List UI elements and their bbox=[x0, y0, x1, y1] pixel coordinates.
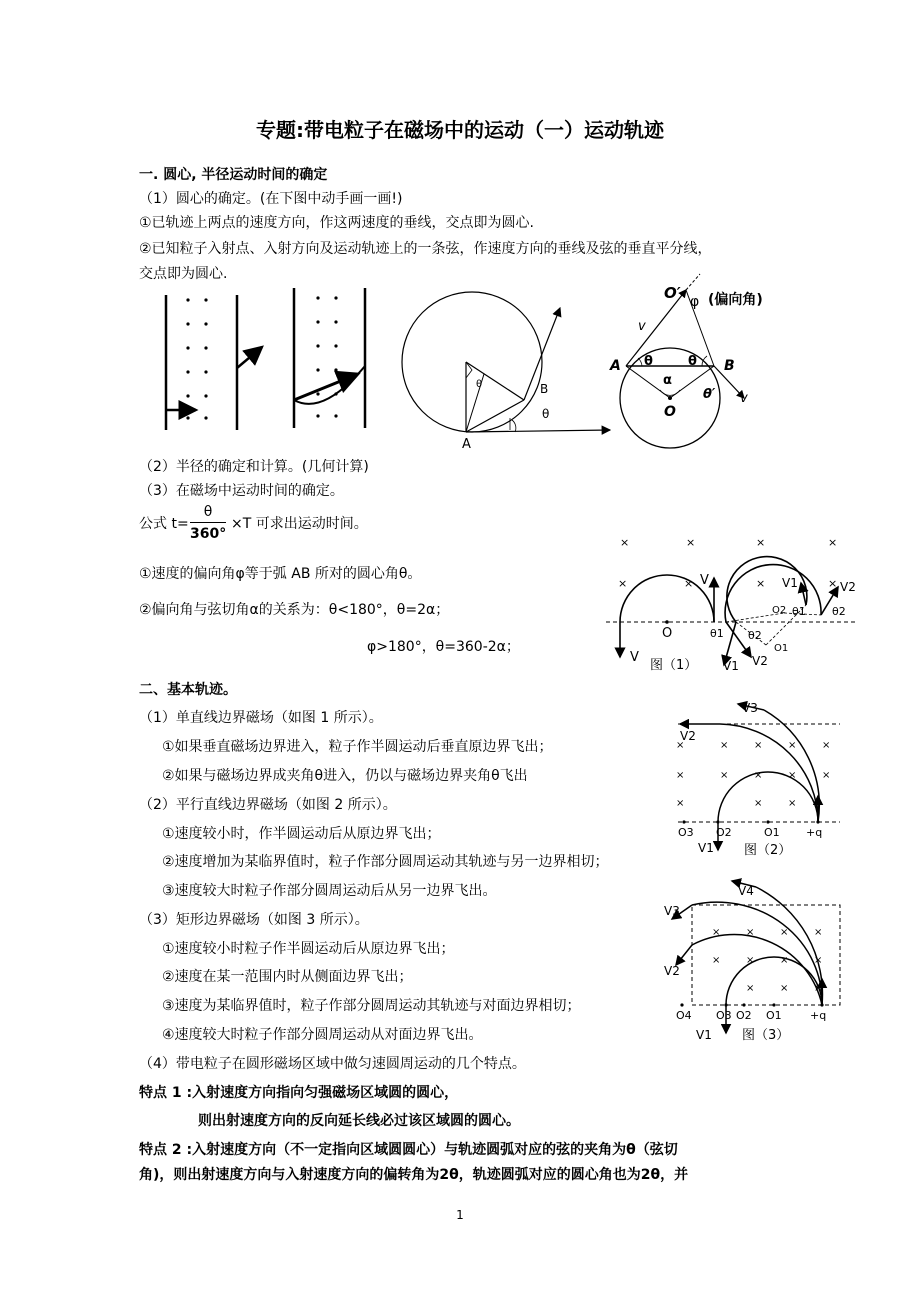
label-v: v bbox=[638, 319, 646, 334]
svg-text:×: × bbox=[814, 983, 823, 994]
diagram-circle-chord bbox=[400, 290, 620, 455]
figure-1 bbox=[606, 535, 866, 675]
section2-heading: 二、基本轨迹。 bbox=[139, 682, 237, 698]
diagram-deflection-angle bbox=[608, 280, 808, 455]
feature-2-line-1: 特点 2 :入射速度方向（不一定指向区域圆圆心）与轨迹圆弧对应的弦的夹角为θ（弦切 bbox=[139, 1142, 678, 1158]
fig2-label-V1: V1 bbox=[698, 841, 714, 855]
fig1-label-V1: V1 bbox=[782, 576, 798, 590]
svg-text:×: × bbox=[746, 927, 755, 938]
formula-prefix: 公式 t= bbox=[139, 516, 189, 532]
paragraph: （3）矩形边界磁场（如图 3 所示）。 bbox=[139, 912, 369, 928]
svg-text:×: × bbox=[828, 536, 838, 549]
fig3-label-q: +q bbox=[810, 1009, 827, 1022]
svg-text:×: × bbox=[822, 740, 831, 751]
svg-text:×: × bbox=[712, 955, 721, 966]
formula-denominator: 360° bbox=[190, 526, 227, 542]
label-theta: θ bbox=[542, 407, 550, 421]
paragraph: ②已知粒子入射点、入射方向及运动轨迹上的一条弦，作速度方向的垂线及弦的垂直平分线， bbox=[139, 241, 712, 257]
svg-text:×: × bbox=[618, 577, 628, 590]
label-phi: φ bbox=[690, 294, 700, 310]
paragraph: （1）单直线边界磁场（如图 1 所示）。 bbox=[139, 710, 383, 726]
svg-text:×: × bbox=[754, 770, 763, 781]
svg-text:×: × bbox=[686, 536, 696, 549]
fig1-label-O1: O1 bbox=[774, 643, 789, 654]
paragraph: ③速度较大时粒子作部分圆周运动后从另一边界飞出。 bbox=[162, 883, 497, 899]
label-theta-prime: θ′ bbox=[703, 387, 716, 402]
fig1-label-theta1: θ1 bbox=[710, 627, 724, 640]
fig1-caption: 图（1） bbox=[650, 658, 698, 673]
fig3-label-V3: V3 bbox=[664, 904, 680, 918]
label-A: A bbox=[462, 437, 471, 452]
svg-text:×: × bbox=[712, 927, 721, 938]
paragraph: （4）带电粒子在圆形磁场区域中做匀速圆周运动的几个特点。 bbox=[139, 1056, 526, 1072]
svg-text:×: × bbox=[676, 798, 685, 809]
label-alpha: α bbox=[663, 373, 672, 388]
label-theta: θ bbox=[476, 379, 483, 390]
paragraph: φ>180°，θ=360-2α； bbox=[367, 639, 520, 655]
label-theta: θ bbox=[688, 354, 697, 369]
paragraph: （2）半径的确定和计算。(几何计算) bbox=[139, 459, 369, 475]
formula-suffix: ×T 可求出运动时间。 bbox=[231, 516, 368, 532]
fig3-caption: 图（3） bbox=[742, 1028, 790, 1043]
diagram-parallel-boundary-2 bbox=[288, 288, 383, 433]
paragraph: ②偏向角与弦切角α的关系为：θ<180°，θ=2α； bbox=[139, 602, 450, 618]
fig1-label-V: V bbox=[700, 573, 709, 588]
page-title: 专题:带电粒子在磁场中的运动（一）运动轨迹 bbox=[256, 118, 664, 142]
svg-text:×: × bbox=[756, 536, 766, 549]
svg-text:×: × bbox=[754, 798, 763, 809]
section1-heading: 一. 圆心, 半径运动时间的确定 bbox=[139, 167, 328, 183]
feature-1-line-2: 则出射速度方向的反向延长线必过该区域圆的圆心。 bbox=[198, 1113, 520, 1129]
paragraph: ②如果与磁场边界成夹角θ进入，仍以与磁场边界夹角θ飞出 bbox=[162, 768, 528, 784]
svg-text:×: × bbox=[676, 770, 685, 781]
fig1-label-O: O bbox=[662, 626, 673, 641]
fig1-label-O2: O2 bbox=[772, 605, 787, 616]
label-B: B bbox=[724, 358, 735, 374]
fig2-label-O3: O3 bbox=[678, 826, 694, 839]
fig1-label-V: V bbox=[630, 650, 639, 665]
figure-3 bbox=[660, 875, 850, 1045]
paragraph: ①速度较小时粒子作半圆运动后从原边界飞出； bbox=[162, 941, 455, 957]
label-O-prime: O′ bbox=[664, 284, 681, 302]
svg-text:×: × bbox=[814, 955, 823, 966]
svg-text:×: × bbox=[788, 798, 797, 809]
svg-text:×: × bbox=[788, 770, 797, 781]
fig2-label-V2: V2 bbox=[680, 729, 696, 743]
label-O: O bbox=[664, 404, 676, 420]
fig1-label-V2: V2 bbox=[752, 654, 768, 668]
svg-text:×: × bbox=[746, 983, 755, 994]
fig1-label-theta2: θ2 bbox=[832, 605, 846, 618]
paragraph: ①速度的偏向角φ等于弧 AB 所对的圆心角θ。 bbox=[139, 566, 422, 582]
formula-fraction bbox=[190, 502, 226, 545]
paragraph: 交点即为圆心. bbox=[139, 266, 228, 282]
svg-text:×: × bbox=[756, 577, 766, 590]
fig1-label-V2: V2 bbox=[840, 580, 856, 594]
paragraph: （2）平行直线边界磁场（如图 2 所示）。 bbox=[139, 797, 397, 813]
paragraph: ②速度增加为某临界值时，粒子作部分圆周运动其轨迹与另一边界相切； bbox=[162, 854, 609, 870]
svg-text:×: × bbox=[822, 770, 831, 781]
fig3-label-O4: O4 bbox=[676, 1009, 692, 1022]
label-A: A bbox=[610, 358, 621, 374]
figure-2 bbox=[668, 700, 848, 860]
svg-text:×: × bbox=[788, 740, 797, 751]
formula-numerator: θ bbox=[190, 502, 226, 523]
fig1-label-V1: V1 bbox=[723, 659, 739, 673]
svg-text:×: × bbox=[828, 577, 838, 590]
fig2-label-O2: O2 bbox=[716, 826, 732, 839]
svg-text:×: × bbox=[754, 740, 763, 751]
paragraph: ③速度为某临界值时，粒子作部分圆周运动其轨迹与对面边界相切； bbox=[162, 998, 581, 1014]
page-number: 1 bbox=[456, 1208, 464, 1222]
fig3-label-V2: V2 bbox=[664, 964, 680, 978]
label-deflection: (偏向角) bbox=[708, 292, 763, 308]
fig3-label-O3: O3 bbox=[716, 1009, 732, 1022]
fig3-label-V4: V4 bbox=[738, 884, 754, 898]
svg-text:×: × bbox=[720, 740, 729, 751]
svg-text:×: × bbox=[620, 536, 630, 549]
svg-text:×: × bbox=[720, 770, 729, 781]
svg-text:×: × bbox=[746, 955, 755, 966]
fig1-label-theta1: θ1 bbox=[792, 605, 806, 618]
label-v: v bbox=[740, 391, 748, 406]
fig2-label-V3: V3 bbox=[742, 701, 758, 715]
svg-text:×: × bbox=[684, 577, 694, 590]
paragraph: ①如果垂直磁场边界进入，粒子作半圆运动后垂直原边界飞出； bbox=[162, 739, 553, 755]
feature-2-line-2: 角)，则出射速度方向与入射速度方向的偏转角为2θ，轨迹圆弧对应的圆心角也为2θ，并 bbox=[139, 1167, 689, 1183]
paragraph: ②速度在某一范围内时从侧面边界飞出； bbox=[162, 969, 413, 985]
svg-text:×: × bbox=[676, 740, 685, 751]
label-B: B bbox=[540, 382, 549, 396]
paragraph: （1）圆心的确定。(在下图中动手画一画!) bbox=[139, 191, 403, 207]
svg-text:×: × bbox=[780, 927, 789, 938]
svg-text:×: × bbox=[780, 955, 789, 966]
fig2-caption: 图（2） bbox=[744, 843, 792, 858]
feature-1-line-1: 特点 1 :入射速度方向指向匀强磁场区域圆的圆心， bbox=[139, 1085, 459, 1101]
paragraph: ①已轨迹上两点的速度方向，作这两速度的垂线，交点即为圆心. bbox=[139, 215, 534, 231]
paragraph: ④速度较大时粒子作部分圆周运动从对面边界飞出。 bbox=[162, 1027, 483, 1043]
fig1-label-theta2: θ2 bbox=[748, 629, 762, 642]
fig2-label-O1: O1 bbox=[764, 826, 780, 839]
fig3-label-O2: O2 bbox=[736, 1009, 752, 1022]
fig3-label-O1: O1 bbox=[766, 1009, 782, 1022]
svg-text:×: × bbox=[814, 927, 823, 938]
fig3-label-V1: V1 bbox=[696, 1028, 712, 1042]
diagram-parallel-boundary-1 bbox=[160, 290, 250, 435]
paragraph: （3）在磁场中运动时间的确定。 bbox=[139, 483, 344, 499]
svg-text:×: × bbox=[780, 983, 789, 994]
paragraph: ①速度较小时，作半圆运动后从原边界飞出； bbox=[162, 826, 441, 842]
fig2-label-q: +q bbox=[806, 826, 823, 839]
label-theta: θ bbox=[644, 354, 653, 369]
